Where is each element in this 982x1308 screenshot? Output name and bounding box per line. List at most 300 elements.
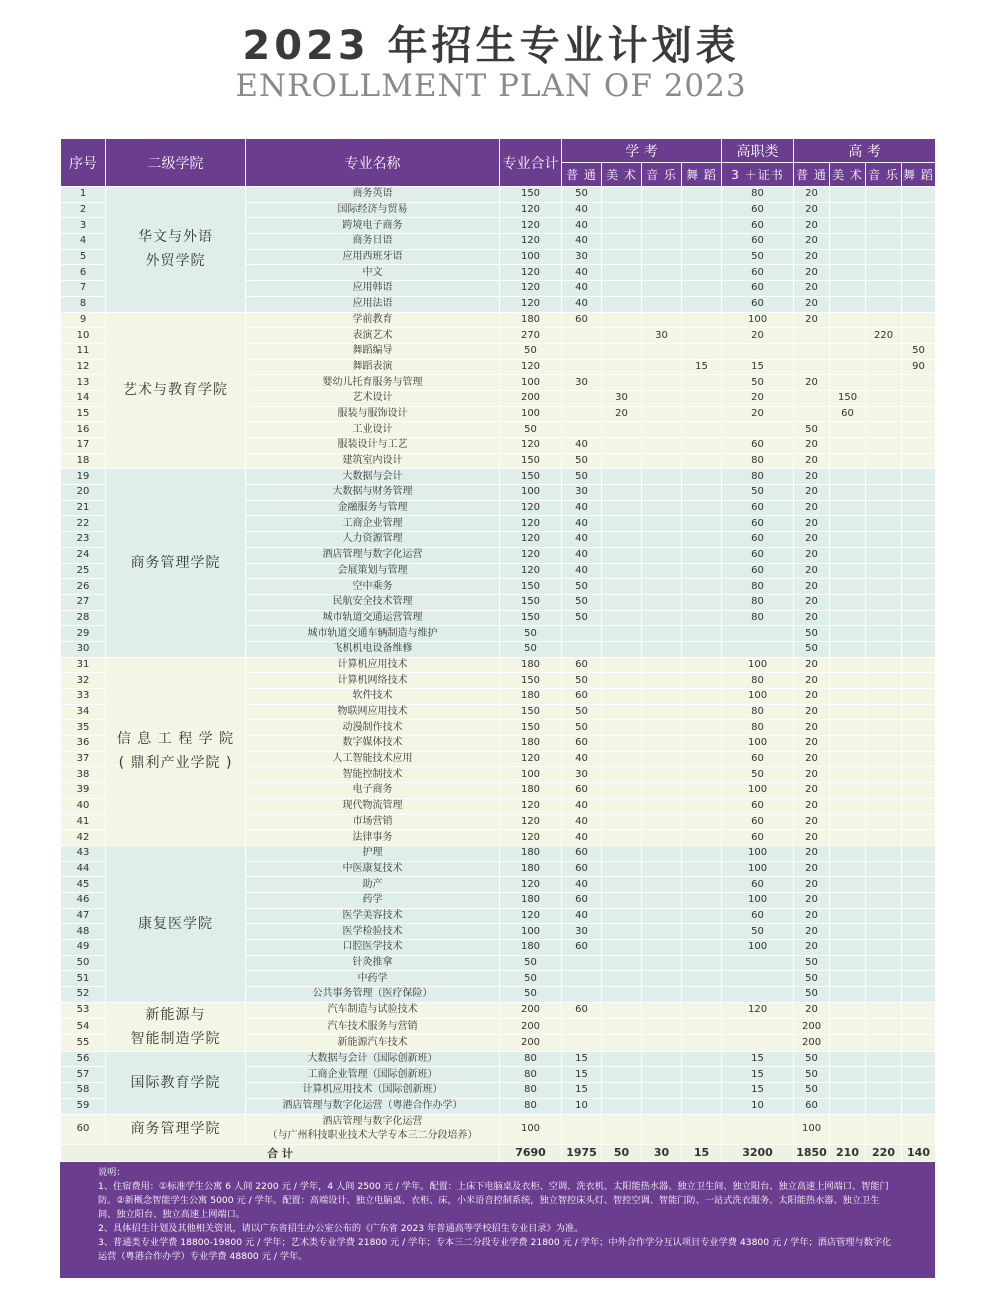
quota-cell [642,187,682,203]
quota-cell [682,516,722,532]
quota-cell: 15 [562,1067,602,1083]
quota-cell [642,547,682,563]
quota-cell [682,500,722,516]
total-cell: 50 [602,1144,642,1161]
quota-cell: 15 [682,359,722,375]
quota-cell [830,955,866,971]
quota-cell [682,1114,722,1144]
quota-cell [602,1083,642,1099]
quota-cell [562,328,602,344]
quota-cell: 80 [722,579,794,595]
quota-cell [642,296,682,312]
quota-cell [830,814,866,830]
quota-cell [682,312,722,328]
quota-cell [830,783,866,799]
quota-cell [642,861,682,877]
quota-cell [902,924,936,940]
college-cell: 信 息 工 程 学 院 ( 鼎利产业学院 ) [106,657,246,845]
quota-cell [642,406,682,422]
quota-cell [866,390,902,406]
quota-cell [902,532,936,548]
program-total: 120 [500,814,562,830]
quota-cell [722,1035,794,1051]
quota-cell [602,547,642,563]
note-item: 1、住宿费用：①标准学生公寓 6 人间 2200 元 / 学年，4 人间 2500 元 / 学年。配置：上床下电脑桌及衣柜、空调、洗衣机、太阳能热水器、独立卫生间、独立阳台、独立高速上网端口、智能门防。②新概念智能学生公寓 5000 元 / 学年。配置：高端设计、独立电脑桌、衣柜、床，小米语音控制系统，独立智控床头灯、智控空调、智能门防、一站式洗衣服务、太阳能热水器、独立卫生间、独立阳台、独立高速上网端口。 [98,1181,889,1220]
quota-cell: 20 [794,265,830,281]
quota-cell: 20 [794,798,830,814]
program-name: 人力资源管理 [246,532,500,548]
quota-cell [830,579,866,595]
quota-cell [642,783,682,799]
row-number: 27 [61,594,106,610]
quota-cell [562,406,602,422]
program-total: 120 [500,359,562,375]
quota-cell [642,453,682,469]
program-name: 城市轨道交通车辆制造与维护 [246,626,500,642]
quota-cell: 20 [794,485,830,501]
quota-cell [642,641,682,657]
quota-cell: 60 [794,1098,830,1114]
quota-cell [642,375,682,391]
program-name: 汽车制造与试验技术 [246,1002,500,1018]
quota-cell: 20 [794,657,830,673]
quota-cell: 60 [722,814,794,830]
quota-cell [642,516,682,532]
quota-cell: 40 [562,516,602,532]
quota-cell: 60 [562,861,602,877]
quota-cell [902,1114,936,1144]
quota-cell: 30 [562,924,602,940]
row-number: 20 [61,485,106,501]
program-name: 金融服务与管理 [246,500,500,516]
quota-cell [830,202,866,218]
header-total: 专业合计 [500,139,562,187]
quota-cell [830,720,866,736]
quota-cell [722,971,794,987]
quota-cell [722,422,794,438]
quota-cell [902,987,936,1003]
quota-cell: 30 [562,249,602,265]
quota-cell [866,736,902,752]
quota-cell [642,1098,682,1114]
quota-cell: 60 [722,877,794,893]
quota-cell [902,1002,936,1018]
quota-cell [866,908,902,924]
total-cell: 30 [642,1144,682,1161]
quota-cell [682,579,722,595]
quota-cell [902,312,936,328]
program-total: 80 [500,1098,562,1114]
quota-cell [642,971,682,987]
quota-cell [902,814,936,830]
quota-cell: 20 [794,375,830,391]
quota-cell: 80 [722,704,794,720]
quota-cell [642,814,682,830]
quota-cell: 40 [562,281,602,297]
quota-cell [830,751,866,767]
row-number: 51 [61,971,106,987]
quota-cell [682,751,722,767]
quota-cell: 50 [794,1051,830,1067]
program-total: 150 [500,453,562,469]
quota-cell: 20 [722,390,794,406]
quota-cell: 40 [562,500,602,516]
quota-cell [866,343,902,359]
quota-cell: 20 [794,218,830,234]
row-number: 40 [61,798,106,814]
program-name: 汽车技术服务与营销 [246,1019,500,1035]
quota-cell [602,955,642,971]
program-name: 国际经济与贸易 [246,202,500,218]
row-number: 58 [61,1083,106,1099]
quota-cell: 20 [794,720,830,736]
program-total: 120 [500,438,562,454]
row-number: 9 [61,312,106,328]
quota-cell: 20 [794,877,830,893]
quota-cell: 20 [794,830,830,846]
quota-cell: 50 [562,187,602,203]
quota-cell [642,877,682,893]
program-name: 酒店管理与数字化运营 [246,547,500,563]
program-total: 180 [500,657,562,673]
quota-cell [642,657,682,673]
quota-cell [722,1019,794,1035]
program-name: 商务英语 [246,187,500,203]
quota-cell [902,594,936,610]
quota-cell [830,422,866,438]
quota-cell: 60 [562,657,602,673]
quota-cell [794,328,830,344]
quota-cell [602,359,642,375]
quota-cell [602,187,642,203]
quota-cell: 60 [722,547,794,563]
quota-cell: 90 [902,359,936,375]
quota-cell [830,877,866,893]
quota-cell [682,924,722,940]
quota-cell: 20 [794,187,830,203]
quota-cell [794,343,830,359]
program-total: 50 [500,955,562,971]
quota-cell [902,798,936,814]
program-total: 180 [500,783,562,799]
program-total: 100 [500,249,562,265]
quota-cell: 15 [722,359,794,375]
program-name: 酒店管理与数字化运营（粤港合作办学） [246,1098,500,1114]
quota-cell [902,971,936,987]
program-name: 工业设计 [246,422,500,438]
quota-cell [866,877,902,893]
quota-cell [682,1019,722,1035]
quota-cell [562,1019,602,1035]
quota-cell: 60 [562,783,602,799]
quota-cell [830,438,866,454]
program-total: 100 [500,375,562,391]
quota-cell [642,485,682,501]
quota-cell: 60 [562,1002,602,1018]
quota-cell: 60 [722,516,794,532]
quota-cell: 20 [794,610,830,626]
quota-cell [830,516,866,532]
quota-cell [682,1035,722,1051]
row-number: 24 [61,547,106,563]
quota-cell [866,265,902,281]
row-number: 30 [61,641,106,657]
quota-cell: 60 [562,312,602,328]
quota-cell [830,359,866,375]
program-total: 120 [500,281,562,297]
quota-cell [602,689,642,705]
quota-cell: 150 [830,390,866,406]
quota-cell [866,547,902,563]
quota-cell: 20 [794,736,830,752]
quota-cell [902,563,936,579]
quota-cell [866,249,902,265]
quota-cell [682,861,722,877]
quota-cell [602,202,642,218]
quota-cell [866,579,902,595]
quota-cell [682,908,722,924]
quota-cell [902,1035,936,1051]
quota-cell [642,1083,682,1099]
quota-cell [682,422,722,438]
quota-cell: 100 [722,861,794,877]
quota-cell [794,390,830,406]
quota-cell [682,1098,722,1114]
table-row [61,657,936,673]
quota-cell [602,924,642,940]
table-row [61,1002,936,1018]
quota-cell: 20 [794,312,830,328]
quota-cell [866,1035,902,1051]
quota-cell: 100 [794,1114,830,1144]
quota-cell [602,626,642,642]
quota-cell [682,1067,722,1083]
quota-cell [866,720,902,736]
quota-cell [902,485,936,501]
header-gk-meishu: 美 术 [830,163,866,187]
row-number: 10 [61,328,106,344]
program-name: 舞蹈表演 [246,359,500,375]
program-total: 150 [500,579,562,595]
quota-cell [602,892,642,908]
quota-cell: 20 [794,1002,830,1018]
quota-cell [642,359,682,375]
quota-cell: 40 [562,547,602,563]
quota-cell [902,767,936,783]
quota-cell: 40 [562,532,602,548]
program-total: 120 [500,877,562,893]
program-name: 表演艺术 [246,328,500,344]
program-total: 270 [500,328,562,344]
quota-cell [902,438,936,454]
college-cell: 新能源与 智能制造学院 [106,1002,246,1051]
quota-cell [830,485,866,501]
totals-row [61,1144,936,1161]
quota-cell [902,861,936,877]
quota-cell: 20 [794,532,830,548]
quota-cell [682,720,722,736]
program-name: 婴幼儿托育服务与管理 [246,375,500,391]
total-cell: 220 [866,1144,902,1161]
quota-cell: 15 [722,1051,794,1067]
quota-cell [830,1067,866,1083]
quota-cell [866,971,902,987]
quota-cell [830,1035,866,1051]
quota-cell [562,390,602,406]
quota-cell [830,563,866,579]
quota-cell [602,312,642,328]
quota-cell [902,1019,936,1035]
quota-cell [562,359,602,375]
program-total: 180 [500,736,562,752]
program-name: 物联网应用技术 [246,704,500,720]
program-total: 120 [500,751,562,767]
quota-cell [642,579,682,595]
program-name: 中医康复技术 [246,861,500,877]
quota-cell [642,1051,682,1067]
quota-cell [902,908,936,924]
quota-cell [830,830,866,846]
program-total: 80 [500,1067,562,1083]
quota-cell: 20 [794,438,830,454]
quota-cell [830,265,866,281]
program-name: 空中乘务 [246,579,500,595]
quota-cell: 80 [722,453,794,469]
quota-cell: 30 [562,375,602,391]
program-name: 医学检验技术 [246,924,500,940]
quota-cell [866,845,902,861]
quota-cell: 100 [722,783,794,799]
program-name: 新能源汽车技术 [246,1035,500,1051]
quota-cell [902,1083,936,1099]
quota-cell: 50 [794,987,830,1003]
quota-cell [866,830,902,846]
quota-cell: 50 [722,485,794,501]
program-name: 应用韩语 [246,281,500,297]
quota-cell [562,1114,602,1144]
quota-cell [642,955,682,971]
row-number: 22 [61,516,106,532]
quota-cell [602,265,642,281]
program-total: 120 [500,500,562,516]
quota-cell [682,971,722,987]
quota-cell [642,626,682,642]
quota-cell: 30 [562,767,602,783]
quota-cell: 20 [794,516,830,532]
quota-cell [602,940,642,956]
row-number: 15 [61,406,106,422]
quota-cell [602,798,642,814]
quota-cell [642,218,682,234]
total-cell: 7690 [500,1144,562,1161]
quota-cell [902,234,936,250]
program-name: 服装与服饰设计 [246,406,500,422]
quota-cell [902,328,936,344]
quota-cell [642,532,682,548]
quota-cell [682,704,722,720]
program-total: 200 [500,1002,562,1018]
quota-cell [902,1067,936,1083]
quota-cell [682,532,722,548]
quota-cell: 60 [722,218,794,234]
table-header [61,139,936,187]
quota-cell [902,265,936,281]
quota-cell [830,328,866,344]
quota-cell [830,1098,866,1114]
quota-cell [902,500,936,516]
quota-cell: 80 [722,187,794,203]
row-number: 48 [61,924,106,940]
quota-cell: 20 [794,249,830,265]
program-total: 120 [500,234,562,250]
quota-cell: 40 [562,814,602,830]
quota-cell [830,1114,866,1144]
quota-cell [602,453,642,469]
row-number: 38 [61,767,106,783]
quota-cell: 10 [562,1098,602,1114]
quota-cell [830,343,866,359]
quota-cell [830,375,866,391]
quota-cell: 30 [562,485,602,501]
row-number: 28 [61,610,106,626]
quota-cell [602,500,642,516]
quota-cell [602,296,642,312]
quota-cell [642,390,682,406]
quota-cell [830,296,866,312]
table-body [61,187,936,1145]
quota-cell [682,736,722,752]
quota-cell [642,563,682,579]
program-name: 公共事务管理（医疗保险） [246,987,500,1003]
quota-cell [866,1067,902,1083]
row-number: 55 [61,1035,106,1051]
quota-cell [682,343,722,359]
quota-cell: 100 [722,940,794,956]
quota-cell: 120 [722,1002,794,1018]
program-name: 艺术设计 [246,390,500,406]
row-number: 25 [61,563,106,579]
quota-cell [642,845,682,861]
quota-cell [902,673,936,689]
quota-cell: 20 [794,924,830,940]
quota-cell [682,626,722,642]
quota-cell: 60 [562,892,602,908]
program-name: 大数据与会计（国际创新班） [246,1051,500,1067]
quota-cell [866,406,902,422]
quota-cell: 40 [562,296,602,312]
quota-cell [866,438,902,454]
quota-cell [562,641,602,657]
quota-cell: 80 [722,673,794,689]
quota-cell [866,422,902,438]
quota-cell [794,406,830,422]
header-zhengshu: 3 ＋证书 [722,163,794,187]
quota-cell [682,234,722,250]
quota-cell [602,218,642,234]
quota-cell [642,1035,682,1051]
quota-cell [866,987,902,1003]
quota-cell [682,594,722,610]
quota-cell [602,579,642,595]
college-cell: 商务管理学院 [106,469,246,657]
quota-cell [830,736,866,752]
quota-cell [642,422,682,438]
quota-cell [602,845,642,861]
quota-cell [682,987,722,1003]
header-gk-putong: 普 通 [794,163,830,187]
quota-cell [602,532,642,548]
quota-cell: 60 [722,296,794,312]
